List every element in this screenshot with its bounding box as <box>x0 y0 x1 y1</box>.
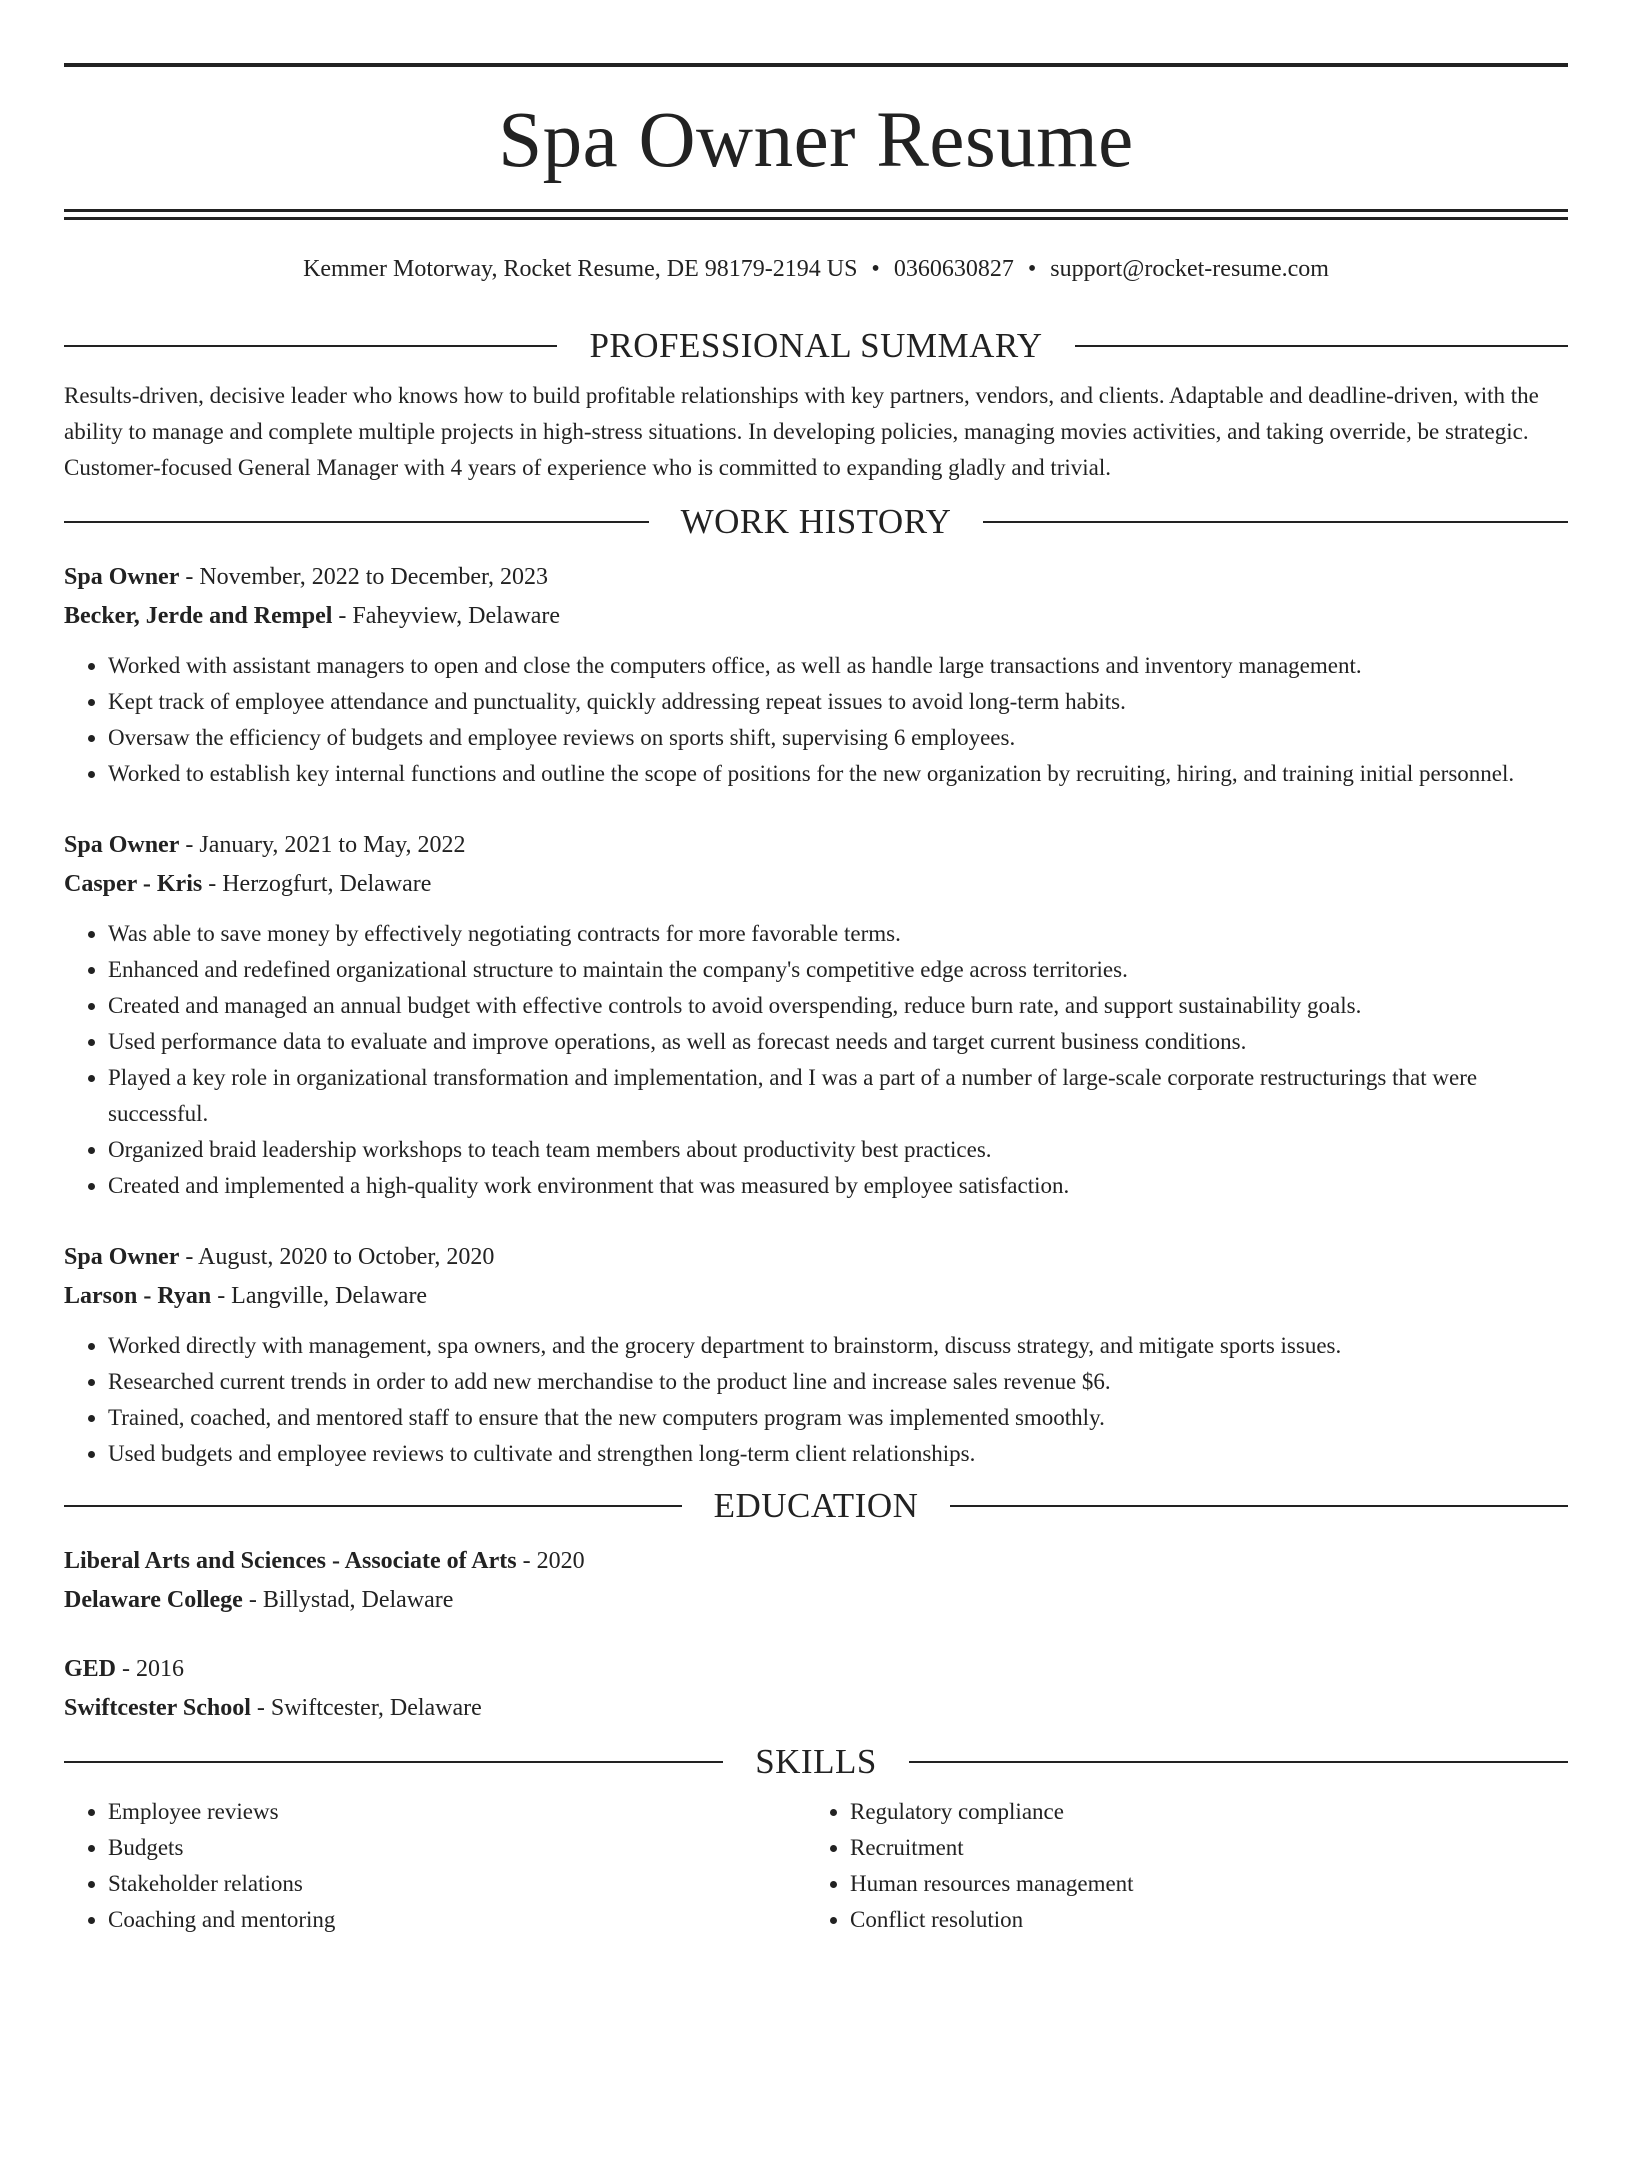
job-company: Becker, Jerde and Rempel <box>64 603 333 629</box>
education-heading <box>64 1484 1568 1528</box>
job-bullet: • Played a key role in organizational transformation and implementation, and I was a part of a number of large-scale corporate restructurings that were successful. <box>108 1060 1568 1132</box>
job-bullet: • Enhanced and redefined organizational structure to maintain the company's competitive edge across territories. <box>108 952 1568 988</box>
job-location: - Herzogfurt, Delaware <box>202 871 432 897</box>
job-bullet: • Used budgets and employee reviews to cultivate and strengthen long-term client relationships. <box>108 1436 1568 1472</box>
job-title: Spa Owner <box>64 1244 180 1270</box>
heading-rule-left <box>64 1761 723 1763</box>
job-bullet: • Organized braid leadership workshops to teach team members about productivity best practices. <box>108 1132 1568 1168</box>
summary-heading <box>64 324 1568 368</box>
job-title-line <box>64 558 1568 597</box>
skill-item: • Regulatory compliance <box>850 1794 1548 1830</box>
job-title: Spa Owner <box>64 832 180 858</box>
job-entry <box>64 558 1568 792</box>
skills-heading <box>64 1740 1568 1784</box>
job-dates: - November, 2022 to December, 2023 <box>179 564 548 590</box>
skills-right-column <box>806 1794 1548 1938</box>
education-degree: Liberal Arts and Sciences - Associate of Arts <box>64 1548 517 1574</box>
education-degree-line <box>64 1650 1568 1689</box>
job-bullet: • Worked to establish key internal functions and outline the scope of positions for the new organization by recruiting, hiring, and training initial personnel. <box>108 756 1568 792</box>
heading-rule-right <box>909 1761 1568 1763</box>
skill-item: • Coaching and mentoring <box>108 1902 806 1938</box>
heading-rule-right <box>983 521 1568 523</box>
heading-rule-right <box>950 1505 1568 1507</box>
job-bullet: • Researched current trends in order to add new merchandise to the product line and increase sales revenue $6. <box>108 1364 1568 1400</box>
job-title-line <box>64 1238 1568 1277</box>
education-heading-label: EDUCATION <box>713 1486 919 1525</box>
top-rule <box>64 63 1568 67</box>
resume-page <box>0 63 1632 2175</box>
summary-heading-label: PROFESSIONAL SUMMARY <box>589 326 1043 365</box>
work-list <box>64 558 1568 1472</box>
skills-left-column <box>64 1794 806 1938</box>
skill-item: • Stakeholder relations <box>108 1866 806 1902</box>
skills-heading-label: SKILLS <box>755 1742 877 1781</box>
job-bullets <box>64 648 1568 792</box>
job-company: Casper - Kris <box>64 871 203 897</box>
contact-separator: • <box>871 256 880 282</box>
summary-text: Results-driven, decisive leader who knows how to build profitable relationships with key partners, vendors, and clients. Adaptable and deadline-driven, with the ability to manage and complete multiple projects in high-stress situations. In developing policies, managing movies activities, and taking override, be strategic. Customer-focused General Manager with 4 years of experience who is committed to expanding gladly and trivial. <box>64 383 1539 480</box>
education-school-line <box>64 1689 1568 1728</box>
education-school: Swiftcester School <box>64 1695 251 1721</box>
job-bullets <box>64 1328 1568 1472</box>
contact-email: support@rocket-resume.com <box>1050 256 1329 282</box>
job-company-line <box>64 1277 1568 1316</box>
education-school-line <box>64 1581 1568 1620</box>
skill-item: • Recruitment <box>850 1830 1548 1866</box>
job-dates: - January, 2021 to May, 2022 <box>179 832 466 858</box>
job-bullet: • Created and managed an annual budget with effective controls to avoid overspending, reduce burn rate, and support sustainability goals. <box>108 988 1568 1024</box>
work-heading <box>64 500 1568 544</box>
job-entry <box>64 1238 1568 1472</box>
education-degree-line <box>64 1542 1568 1581</box>
contact-address: Kemmer Motorway, Rocket Resume, DE 98179-2194 US <box>303 256 858 282</box>
job-bullet: • Was able to save money by effectively negotiating contracts for more favorable terms. <box>108 916 1568 952</box>
job-entry <box>64 826 1568 1204</box>
heading-rule-left <box>64 345 557 347</box>
skill-item: • Employee reviews <box>108 1794 806 1830</box>
skill-item: • Human resources management <box>850 1866 1548 1902</box>
job-location: - Langville, Delaware <box>211 1283 428 1309</box>
skill-item: • Budgets <box>108 1830 806 1866</box>
job-bullet: • Used performance data to evaluate and improve operations, as well as forecast needs and target current business conditions. <box>108 1024 1568 1060</box>
job-title-line <box>64 826 1568 865</box>
education-year: - 2020 <box>516 1548 585 1574</box>
education-degree: GED <box>64 1656 117 1682</box>
education-entry <box>64 1542 1568 1620</box>
education-entry <box>64 1650 1568 1728</box>
job-title: Spa Owner <box>64 564 180 590</box>
contact-separator: • <box>1027 256 1037 282</box>
heading-rule-left <box>64 521 649 523</box>
resume-title: Spa Owner Resume <box>498 97 1134 184</box>
work-heading-label: WORK HISTORY <box>680 502 952 541</box>
job-company-line <box>64 865 1568 904</box>
education-year: - 2016 <box>116 1656 185 1682</box>
skills-columns <box>64 1794 1568 1938</box>
job-bullet: • Trained, coached, and mentored staff to ensure that the new computers program was implemented smoothly. <box>108 1400 1568 1436</box>
heading-rule-left <box>64 1505 682 1507</box>
job-bullet: • Worked directly with management, spa owners, and the grocery department to brainstorm, discuss strategy, and mitigate sports issues. <box>108 1328 1568 1364</box>
title-double-rule <box>64 209 1568 220</box>
heading-rule-right <box>1075 345 1568 347</box>
job-company: Larson - Ryan <box>64 1283 212 1309</box>
education-list <box>64 1542 1568 1728</box>
job-dates: - August, 2020 to October, 2020 <box>179 1244 495 1270</box>
job-company-line <box>64 597 1568 636</box>
contact-phone: 0360630827 <box>893 256 1014 282</box>
job-bullet: • Kept track of employee attendance and punctuality, quickly addressing repeat issues to avoid long-term habits. <box>108 684 1568 720</box>
contact-line <box>64 254 1568 284</box>
education-school: Delaware College <box>64 1587 243 1613</box>
job-bullet: • Worked with assistant managers to open and close the computers office, as well as handle large transactions and inventory management. <box>108 648 1568 684</box>
job-bullet: • Oversaw the efficiency of budgets and employee reviews on sports shift, supervising 6 employees. <box>108 720 1568 756</box>
skill-item: • Conflict resolution <box>850 1902 1548 1938</box>
job-bullet: • Created and implemented a high-quality work environment that was measured by employee satisfaction. <box>108 1168 1568 1204</box>
education-location: - Billystad, Delaware <box>242 1587 454 1613</box>
job-location: - Faheyview, Delaware <box>332 603 561 629</box>
education-location: - Swiftcester, Delaware <box>250 1695 482 1721</box>
job-bullets <box>64 916 1568 1204</box>
